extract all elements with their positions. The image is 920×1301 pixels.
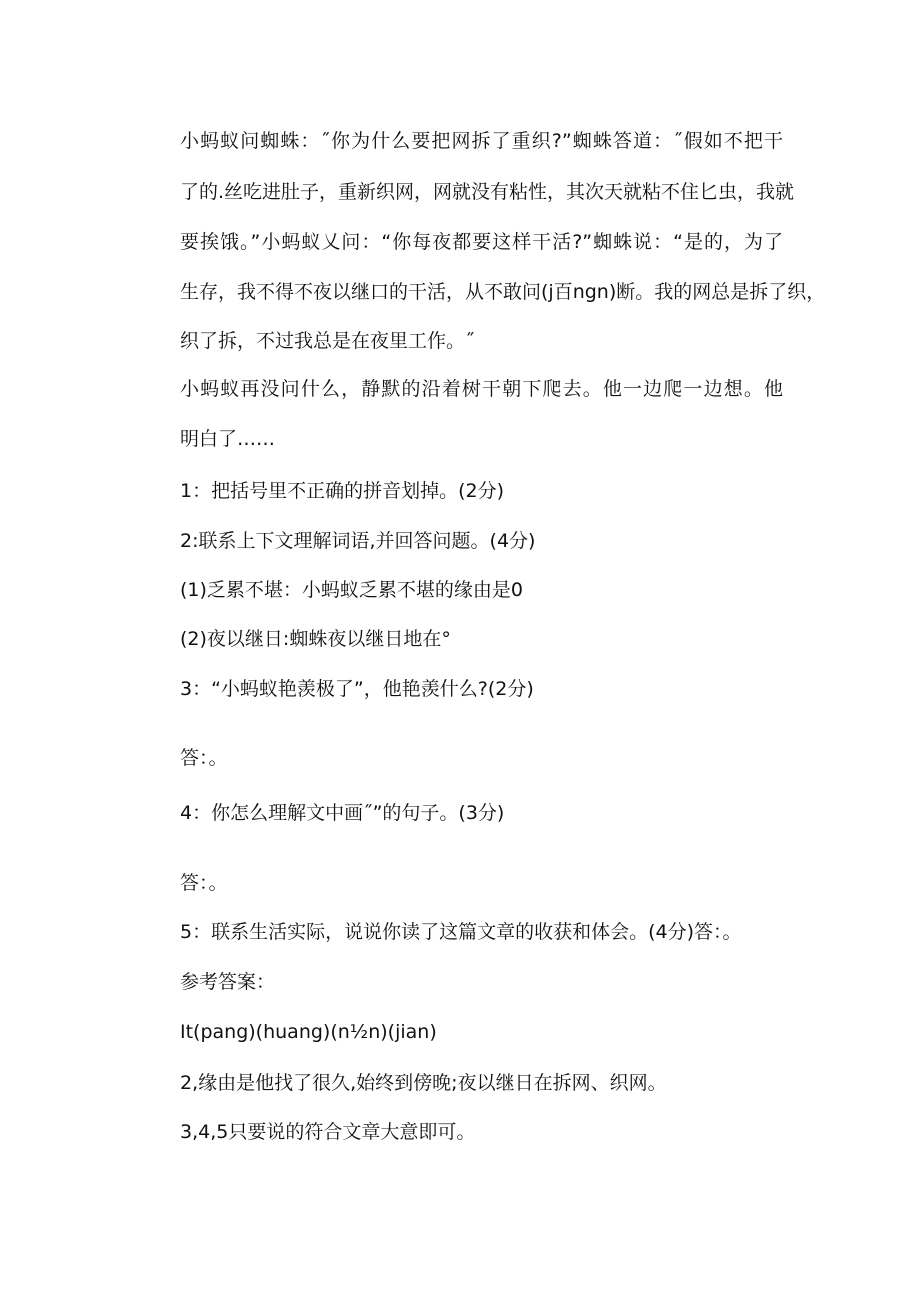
passage-p2-line-2: 明白了……: [180, 428, 276, 450]
question-1: 1：把括号里不正确的拼音划掉。(2分): [180, 480, 505, 502]
answers-heading: 参考答案：: [180, 971, 276, 993]
answer-2: 2,缘由是他找了很久,始终到傍晚;夜以继日在拆网、织网。: [180, 1072, 667, 1094]
question-3-answer: 答：。: [180, 747, 228, 769]
question-4: 4：你怎么理解文中画˝”的句子。(3分): [180, 802, 505, 824]
question-2: 2:联系上下文理解词语,并回答问题。(4分): [180, 530, 536, 552]
question-2-part-1: (1)乏累不堪：小蚂蚁乏累不堪的缘由是0: [180, 579, 524, 601]
answer-3: 3,4,5只要说的符合文章大意即可。: [180, 1121, 476, 1143]
passage-p1-line-4: 生存，我不得不夜以继口的干活，从不敢问(j百ngn)断。我的网总是拆了织，: [180, 281, 826, 303]
question-5: 5：联系生活实际，说说你读了这篇文章的收获和体会。(4分)答：。: [180, 921, 742, 943]
passage-p1-line-3: 要挨饿。”小蚂蚁乂问：“你每夜都要这样干活?”蜘蛛说：“是的，为了: [180, 231, 783, 253]
question-3: 3：“小蚂蚁艳羡极了”，他艳羡什么?(2分): [180, 678, 534, 700]
question-2-part-2: (2)夜以继日:蜘蛛夜以继日地在°: [180, 628, 451, 650]
question-4-answer: 答：。: [180, 872, 228, 894]
passage-p2-line-1: 小蚂蚁再没问什么，静默的沿着树干朝下爬去。他一边爬一边想。他: [180, 378, 783, 400]
answer-1: It(pang)(huang)(n½n)(jian): [180, 1021, 437, 1043]
passage-p1-line-1: 小蚂蚁问蜘蛛：˝你为什么要把网拆了重织?”蜘蛛答道：˝假如不把干: [180, 130, 783, 152]
passage-p1-line-5: 织了拆，不过我总是在夜里工作。˝: [180, 330, 475, 352]
passage-p1-line-2: 了的.丝吃进肚子，重新织网，网就没有粘性，其次天就粘不住匕虫，我就: [180, 181, 795, 203]
